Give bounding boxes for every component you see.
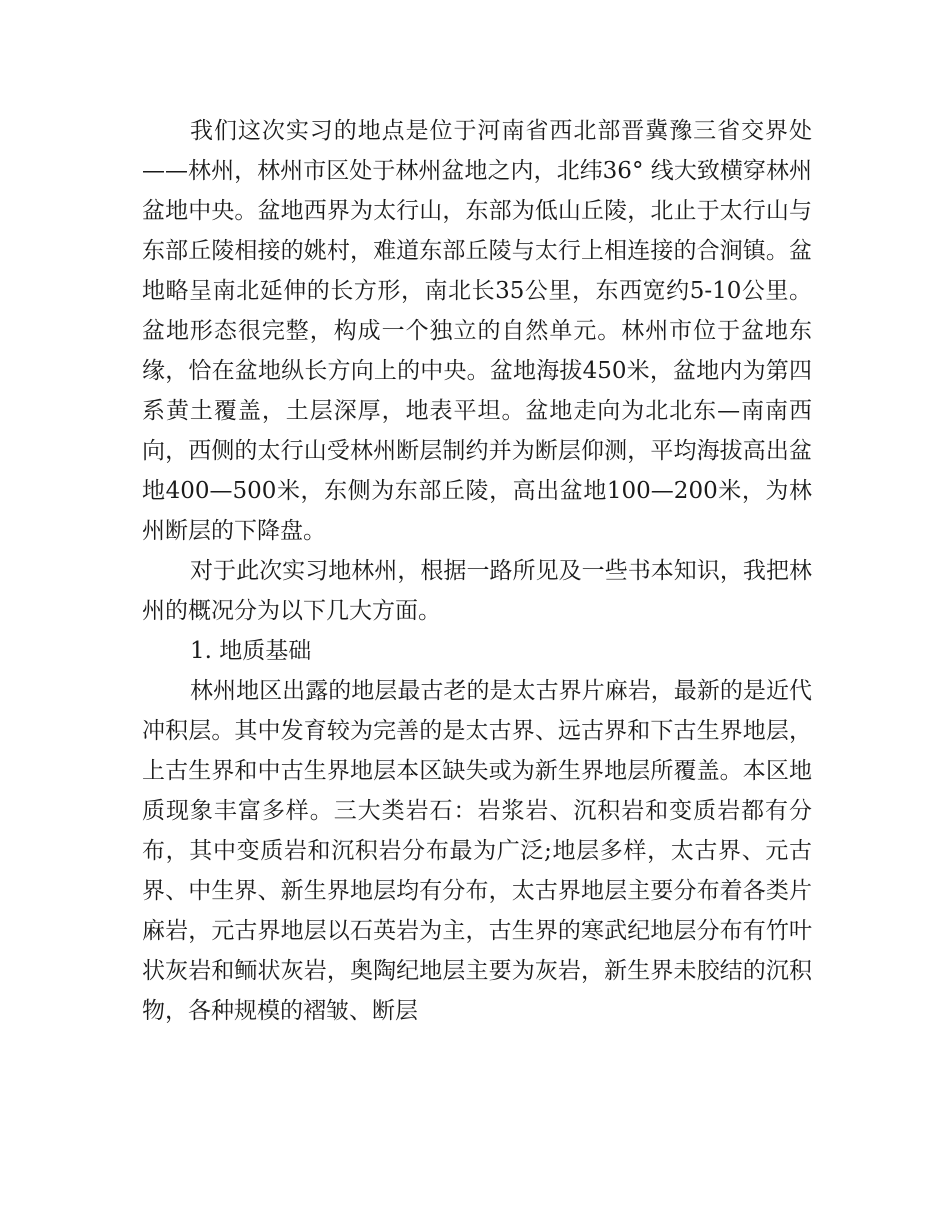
overview-paragraph: 对于此次实习地林州，根据一路所见及一些书本知识，我把林州的概况分为以下几大方面。 [142,558,812,624]
intro-paragraph: 我们这次实习的地点是位于河南省西北部晋冀豫三省交界处——林州，林州市区处于林州盆地之内，北纬36° 线大致横穿林州盆地中央。盆地西界为太行山，东部为低山丘陵，北止于太行山与东部丘陵相接的姚村，难道东部丘陵与太行上相连接的合涧镇。盆地略呈南北延伸的长方形，南北长35公里，东西宽约5-10公里。盆地形态很完整，构成一个独立的自然单元。林州市位于盆地东缘，恰在盆地纵长方向上的中央。盆地海拔450米，盆地内为第四系黄土覆盖，土层深厚，地表平坦。盆地走向为北北东—南南西向，西侧的太行山受林州断层制约并为断层仰测，平均海拔高出盆地400—500米，东侧为东部丘陵，高出盆地100—200米，为林州断层的下降盘。 [142,118,812,544]
section-heading: 1. 地质基础 [190,638,312,664]
geology-paragraph: 林州地区出露的地层最古老的是太古界片麻岩，最新的是近代冲积层。其中发育较为完善的是太古界、远古界和下古生界地层，上古生界和中古生界地层本区缺失或为新生界地层所覆盖。本区地质现象丰富多样。三大类岩石：岩浆岩、沉积岩和变质岩都有分布，其中变质岩和沉积岩分布最为广泛;地层多样，太古界、元古界、中生界、新生界地层均有分布，太古界地层主要分布着各类片麻岩，元古界地层以石英岩为主，古生界的寒武纪地层分布有竹叶状灰岩和鲕状灰岩，奥陶纪地层主要为灰岩，新生界未胶结的沉积物，各种规模的褶皱、断层 [142,678,812,1024]
